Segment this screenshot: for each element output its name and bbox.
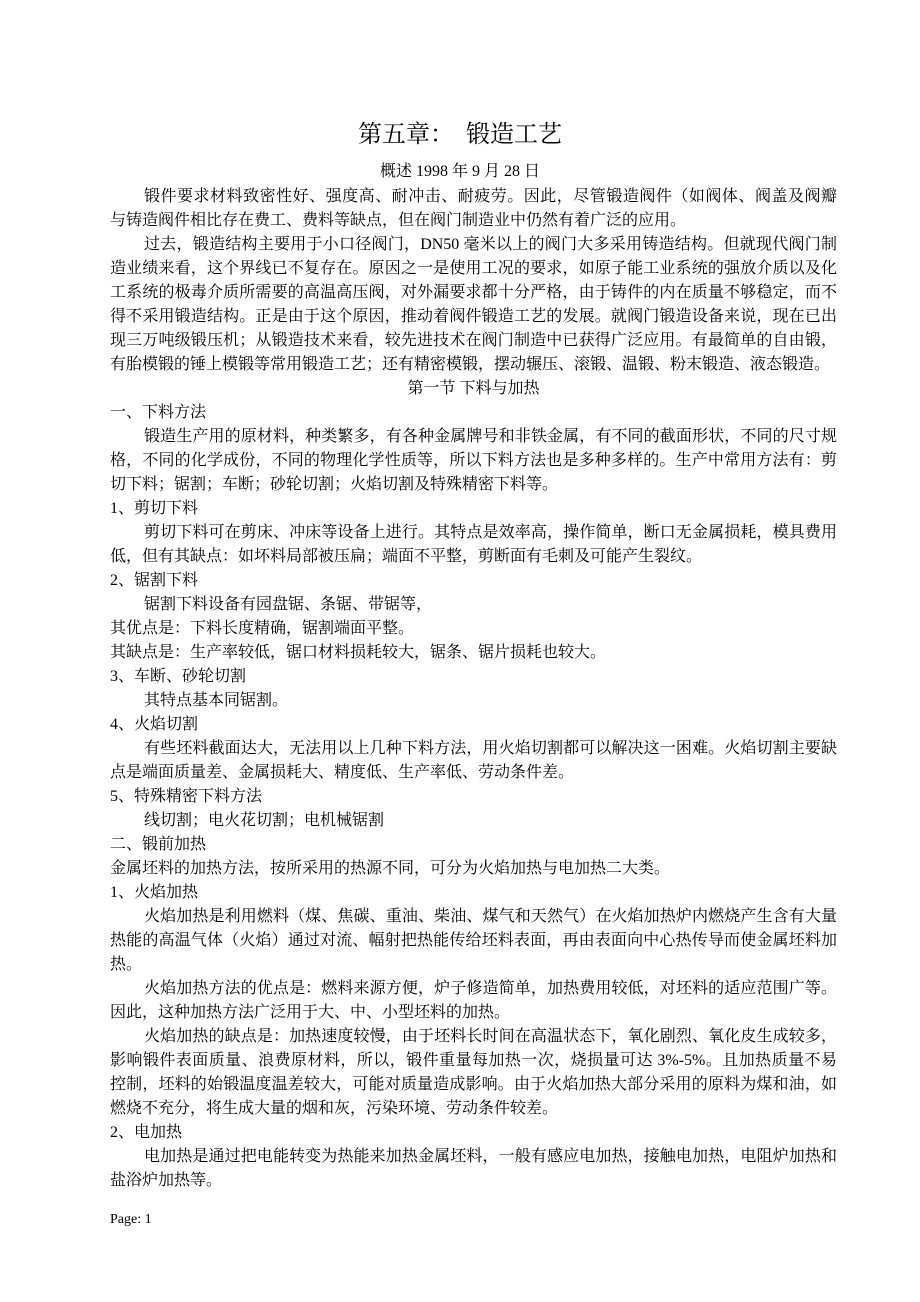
text-line: 过去，锻造结构主要用于小口径阀门，DN50 毫米以上的阀门大多采用铸造结构。但就现代阀门制	[144, 236, 837, 253]
text-line: 1、火焰加热	[110, 884, 199, 901]
text-line: 锻造生产用的原材料，种类繁多，有各种金属牌号和非铁金属，有不同的截面形状，不同的尺寸规	[144, 428, 837, 445]
text-line: 低，但有其缺点：如坏料局部被压扁；端面不平整，剪断面有毛刺及可能产生裂纹。	[110, 548, 703, 565]
heading	[110, 833, 837, 857]
paragraph	[110, 425, 837, 497]
text-line: 有胎模锻的锤上模锻等常用锻造工艺；还有精密模锻，摆动辗压、滚锻、温锻、粉末锻造、液态锻造。	[110, 356, 831, 373]
text-line: 第一节 下料与加热	[407, 380, 540, 397]
page-number: Page: 1	[110, 1212, 152, 1227]
heading	[110, 665, 837, 689]
text-line: 其缺点是：生产率较低，锯口材料损耗较大，锯条、锯片损耗也较大。	[110, 644, 607, 661]
text-line: 格，不同的化学成份，不同的物理化学性质等，所以下料方法也是多种多样的。生产中常用方法有：剪	[110, 452, 837, 469]
text-line: 金属坯料的加热方法，按所采用的热源不同，可分为火焰加热与电加热二大类。	[110, 860, 671, 877]
text-line: 燃烧不充分，将生成大量的烟和灰，污染环境、劳动条件较差。	[110, 1100, 559, 1117]
paragraph	[110, 1025, 837, 1121]
heading	[110, 617, 837, 641]
text-line: 造业绩来看，这个界线已不复存在。原因之一是使用工况的要求，如原子能工业系统的强放介质以及化	[110, 260, 837, 277]
paragraph	[110, 593, 837, 617]
section-title	[110, 377, 837, 401]
heading	[110, 881, 837, 905]
text-line: 火焰加热是利用燃料（煤、焦碳、重油、柴油、煤气和天然气）在火焰加热炉内燃烧产生含有大量	[144, 908, 837, 925]
text-line: 线切割；电火花切割；电机械锯割	[144, 812, 385, 829]
text-line: 工系统的极毒介质所需要的高温高压阀，对外漏要求都十分严格，由于铸件的内在质量不够稳定，而不	[110, 284, 837, 301]
text-line: 点是端面质量差、金属损耗大、精度低、生产率低、劳动条件差。	[110, 764, 575, 781]
heading	[110, 569, 837, 593]
text-line: 得不采用锻造结构。正是由于这个原因，推动着阀件锻造工艺的发展。就阀门锻造设备来说，现在已出	[110, 308, 837, 325]
chapter-title: 第五章： 锻造工艺	[358, 122, 562, 148]
text-line: 2、电加热	[110, 1124, 183, 1141]
heading	[110, 641, 837, 665]
text-line: 火焰加热的缺点是：加热速度较慢，由于坯料长时间在高温状态下，氧化剧烈、氧化皮生成较多，	[144, 1028, 837, 1045]
document-body	[110, 185, 837, 1193]
text-line: 切下料；锯割；车断；砂轮切割；火焰切割及特殊精密下料等。	[110, 476, 559, 493]
heading	[110, 1121, 837, 1145]
paragraph	[110, 737, 837, 785]
heading	[110, 401, 837, 425]
heading	[110, 713, 837, 737]
text-line: 盐浴炉加热等。	[110, 1172, 223, 1189]
overview-date-line: 概述 1998 年 9 月 28 日	[379, 163, 540, 180]
text-line: 2、锯割下料	[110, 572, 199, 589]
paragraph	[110, 1145, 837, 1193]
text-line: 5、特殊精密下料方法	[110, 788, 263, 805]
heading	[110, 497, 837, 521]
text-line: 热。	[110, 956, 143, 973]
text-line: 锯割下料设备有园盘锯、条锯、带锯等，	[144, 596, 433, 613]
text-line: 4、火焰切割	[110, 716, 199, 733]
paragraph	[110, 977, 837, 1025]
paragraph	[110, 809, 837, 833]
text-line: 热能的高温气体（火焰）通过对流、幅射把热能传给坯料表面，再由表面向中心热传导而使金属坯料加	[110, 932, 837, 949]
heading	[110, 785, 837, 809]
paragraph	[110, 521, 837, 569]
text-line: 其优点是：下料长度精确，锯割端面平整。	[110, 620, 415, 637]
text-line: 1、剪切下料	[110, 500, 199, 517]
text-line: 锻件要求材料致密性好、强度高、耐冲击、耐疲劳。因此，尽管锻造阀件（如阀体、阀盖及阀瓣	[144, 188, 837, 205]
text-line: 一、下料方法	[110, 404, 207, 421]
paragraph	[110, 185, 837, 233]
text-line: 影响锻件表面质量、浪费原材料，所以，锻件重量每加热一次，烧损量可达 3%-5%。且加热质量不易	[110, 1052, 837, 1069]
paragraph	[110, 689, 837, 713]
text-line: 与铸造阀件相比存在费工、费料等缺点，但在阀门制造业中仍然有着广泛的应用。	[110, 212, 687, 229]
text-line: 控制，坯料的始锻温度温差较大，可能对质量造成影响。由于火焰加热大部分采用的原料为煤和油，如	[110, 1076, 837, 1093]
heading	[110, 857, 837, 881]
text-line: 因此，这种加热方法广泛用于大、中、小型坯料的加热。	[110, 1004, 511, 1021]
text-line: 剪切下料可在剪床、冲床等设备上进行。其特点是效率高，操作简单，断口无金属损耗，模具费用	[144, 524, 837, 541]
text-line: 3、车断、砂轮切割	[110, 668, 247, 685]
text-line: 火焰加热方法的优点是：燃料来源方便，炉子修造简单，加热费用较低，对坯料的适应范围广等。	[144, 980, 837, 997]
paragraph	[110, 905, 837, 977]
text-line: 二、锻前加热	[110, 836, 207, 853]
text-line: 其特点基本同锯割。	[144, 692, 289, 709]
paragraph	[110, 233, 837, 377]
text-line: 电加热是通过把电能转变为热能来加热金属坯料，一般有感应电加热，接触电加热，电阻炉加热和	[144, 1148, 837, 1165]
text-line: 现三万吨级锻压机；从锻造技术来看，较先进技术在阀门制造中已获得广泛应用。有最简单的自由锻，	[110, 332, 837, 349]
text-line: 有些坯料截面达大，无法用以上几种下料方法，用火焰切割都可以解决这一困难。火焰切割主要缺	[144, 740, 837, 757]
